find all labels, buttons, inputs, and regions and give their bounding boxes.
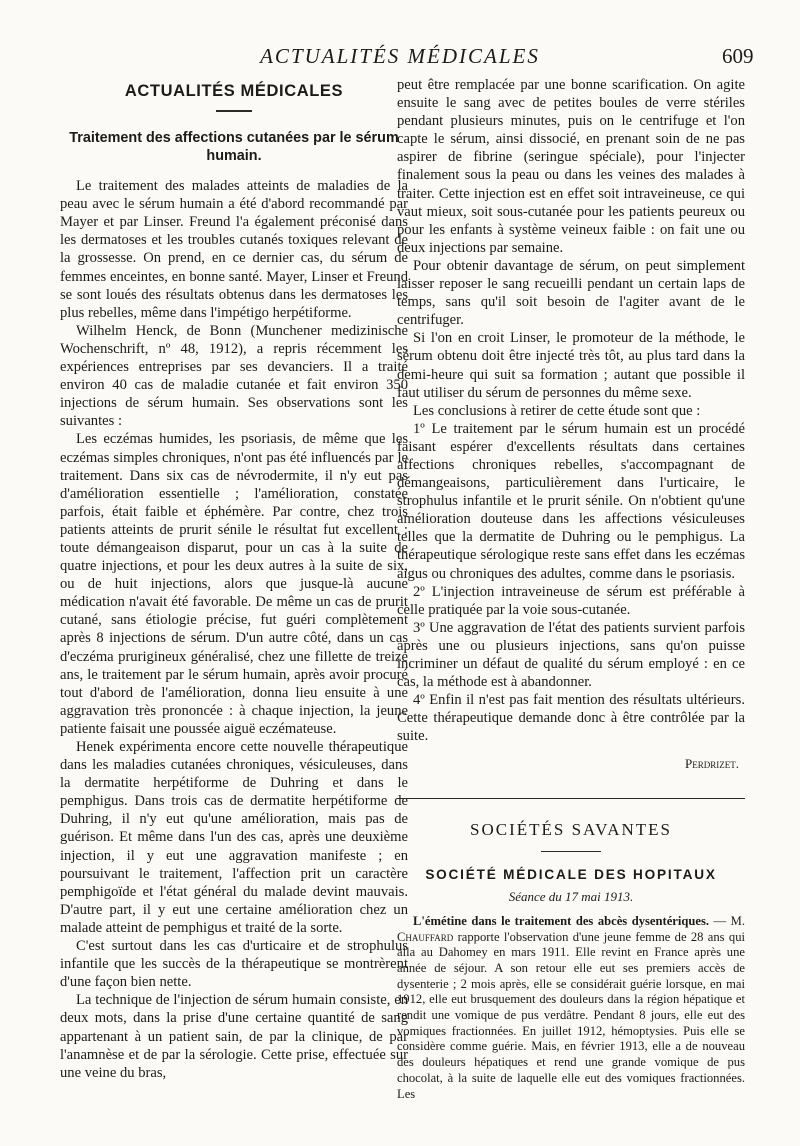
- societes-title: SOCIÉTÉS SAVANTES: [470, 819, 672, 839]
- author-signature: Perdrizet.: [685, 756, 739, 772]
- section-divider: [216, 110, 252, 112]
- paragraph: Les eczémas humides, les psoriasis, de même que les eczémas simples chroniques, n'ont pas été influencés par le traitement. Dans six cas de névrodermite, il n'y eut pas d'amélioration essentielle ; l'amélioration, constatée parfois, était faible et éphémère. Par contre, chez trois patients atteints de prurit sénile le résultat fut excellent : toute démangeaison disparut, pour un cas à la suite de quatre injections, et pour les deux autres à la suite de six, ou de huit injections, alors que jusque-là aucune médication n'avait été favorable. De même un cas de prurit cutané, sans étiologie précise, fut guéri complètement après 8 injections de sérum. D'un autre côté, dans un cas d'eczéma prurigineux généralisé, chez une fillette de treize ans, le traitement par le sérum humain, après avoir procuré tout d'abord de l'amélioration, donna lieu ensuite à une aggravation très prononcée : à chaque injection, la jeune patiente faisait une poussée aiguë eczémateuse.: [60, 431, 408, 737]
- report-author: — M. Chauffard: [397, 913, 745, 944]
- paragraph: C'est surtout dans les cas d'urticaire et de strophulus infantile que les succès de la thérapeutique se montrèrent d'une façon bien nette.: [60, 938, 408, 991]
- seance-date: Séance du 17 mai 1913.: [508, 888, 634, 904]
- conclusion-item: 1º Le traitement par le sérum humain est un procédé faisant espérer d'excellents résultats dans certaines affections chroniques rebelles, s'accompagnant de démangeaisons, particulièrement dans l'urticaire, le strophulus infantile et le prurit sénile. On n'obtient qu'une amélioration douteuse dans les affections vésiculeuses telles que la dermatite de Duhring ou le pemphigus. La thérapeutique sérologique reste sans effet dans les eczémas aigus ou chroniques des adultes, comme dans le psoriasis.: [397, 420, 745, 582]
- paragraph: La technique de l'injection de sérum humain consiste, en deux mots, dans la prise d'une certaine quantité de sang appartenant à un patient sain, de par la clinique, de par l'anamnèse et de par la sérologie. Cette prise, effectuée sur une veine du bras,: [60, 992, 408, 1081]
- paragraph: Les conclusions à retirer de cette étude sont que :: [413, 402, 701, 419]
- societes-divider: [541, 851, 601, 852]
- paragraph: Si l'on en croit Linser, le promoteur de la méthode, le sérum obtenu doit être injecté très tôt, au plus tard dans la demi-heure qui suit sa formation ; autant que possible il faut utiliser du sérum de personnes du même sexe.: [397, 330, 745, 401]
- paragraph: Pour obtenir davantage de sérum, on peut simplement laisser reposer le sang recueilli pendant un certain laps de temps, sans qu'il soit besoin de l'agiter avant de le centrifuger.: [397, 257, 745, 329]
- conclusion-item: 2º L'injection intraveineuse de sérum est préférable à celle pratiquée par la voie sous-cutanée.: [397, 583, 745, 618]
- report-title: L'émétine dans le traitement des abcès dysentériques.: [413, 913, 710, 928]
- societe-name: SOCIÉTÉ MÉDICALE DES HOPITAUX: [425, 866, 717, 882]
- article-title: Traitement des affections cutanées par le sérum humain.: [69, 130, 399, 165]
- left-column: [60, 76, 408, 1082]
- page-number: 609: [722, 44, 754, 68]
- paragraph: Henek expérimenta encore cette nouvelle thérapeutique dans les maladies cutanées chroniques, vésiculeuses, dans la dermatite herpétiforme de Duhring et dans le pemphigus. Dans trois cas de dermatite herpétiforme de Duhring, il n'y eut qu'une amélioration, mais pas de guérison. Et même dans l'un des cas, après une deuxième injection, il y eut une aggravation manifeste ; en poursuivant le traitement, l'affection prit un caractère pemphigoïde et l'état général du malade devint mauvais. D'autre part, il y eut une certaine amélioration chez un malade atteint de pemphigus et traité de la sorte.: [60, 739, 408, 936]
- report-paragraph: [397, 914, 745, 1102]
- report-text: rapporte l'observation d'une jeune femme de 28 ans qui alla au Dahomey en mars 1911. Elle revint en France après une année de séjour. A son retour elle eut ses premiers accès de dysenterie ; 2 mois après, elle se considérait guérie lorsque, en mai 1912, elle eut brusquement des douleurs dans la région hépatique et rendit une vomique de pus verdâtre. Pendant 8 jours, elle eut des vomiques fractionnées. En juillet 1912, hémoptysies. Puis elle se considère comme guérie. Mais, en février 1913, elle a de nouveau des douleurs hépatiques et rend une grande vomique de pus chocolat, à la suite de laquelle elle eut des vomiques fractionnées. Les: [397, 929, 745, 1101]
- right-column: [397, 76, 745, 1102]
- section-rule: [397, 798, 745, 799]
- conclusion-item: 4º Enfin il n'est pas fait mention des résultats ultérieurs. Cette thérapeutique demande donc à être contrôlée par la suite.: [397, 692, 745, 745]
- paragraph: peut être remplacée par une bonne scarification. On agite ensuite le sang avec de petites boules de verre stériles pendant plusieurs minutes, puis on le centrifuge et l'on capte le sérum, ainsi dissocié, en prenant soin de ne pas aspirer de fibrine (seringue spéciale), pour l'injecter finalement sous la peau ou dans les veines des malades à traiter. Cette injection est en effet soit intraveineuse, ce qui vaut mieux, soit sous-cutanée pour les patients peureux ou pour les enfants à système veineux faible : on fait une ou deux injections par semaine.: [397, 77, 745, 256]
- conclusion-item: 3º Une aggravation de l'état des patients survient parfois après une ou plusieurs injections, sans qu'on puisse incriminer un défaut de qualité du sérum employé : en ce cas, la méthode est à abandonner.: [397, 619, 745, 691]
- paragraph: Wilhelm Henck, de Bonn (Munchener medizinische Wochenschrift, nº 48, 1912), a repris récemment les expériences entreprises par ses devanciers. Il a traité environ 40 cas de maladie cutanée et fait environ 350 injections de sérum humain. Ses observations sont les suivantes :: [60, 322, 408, 430]
- paragraph: Le traitement des malades atteints de maladies de la peau avec le sérum humain a été d'abord recommandé par Mayer et par Linser. Freund l'a également préconisé dans les dermatoses et les troubles cutanés toxiques relevant de la grossesse. On prend, en ce dernier cas, du sérum de femmes enceintes, en bonne santé. Mayer, Linser et Freund se sont loués des résultats obtenus dans les dermatoses les plus rebelles, même dans l'impétigo herpétiforme.: [60, 178, 408, 321]
- running-title: ACTUALITÉS MÉDICALES: [260, 44, 540, 68]
- section-title: ACTUALITÉS MÉDICALES: [124, 82, 344, 100]
